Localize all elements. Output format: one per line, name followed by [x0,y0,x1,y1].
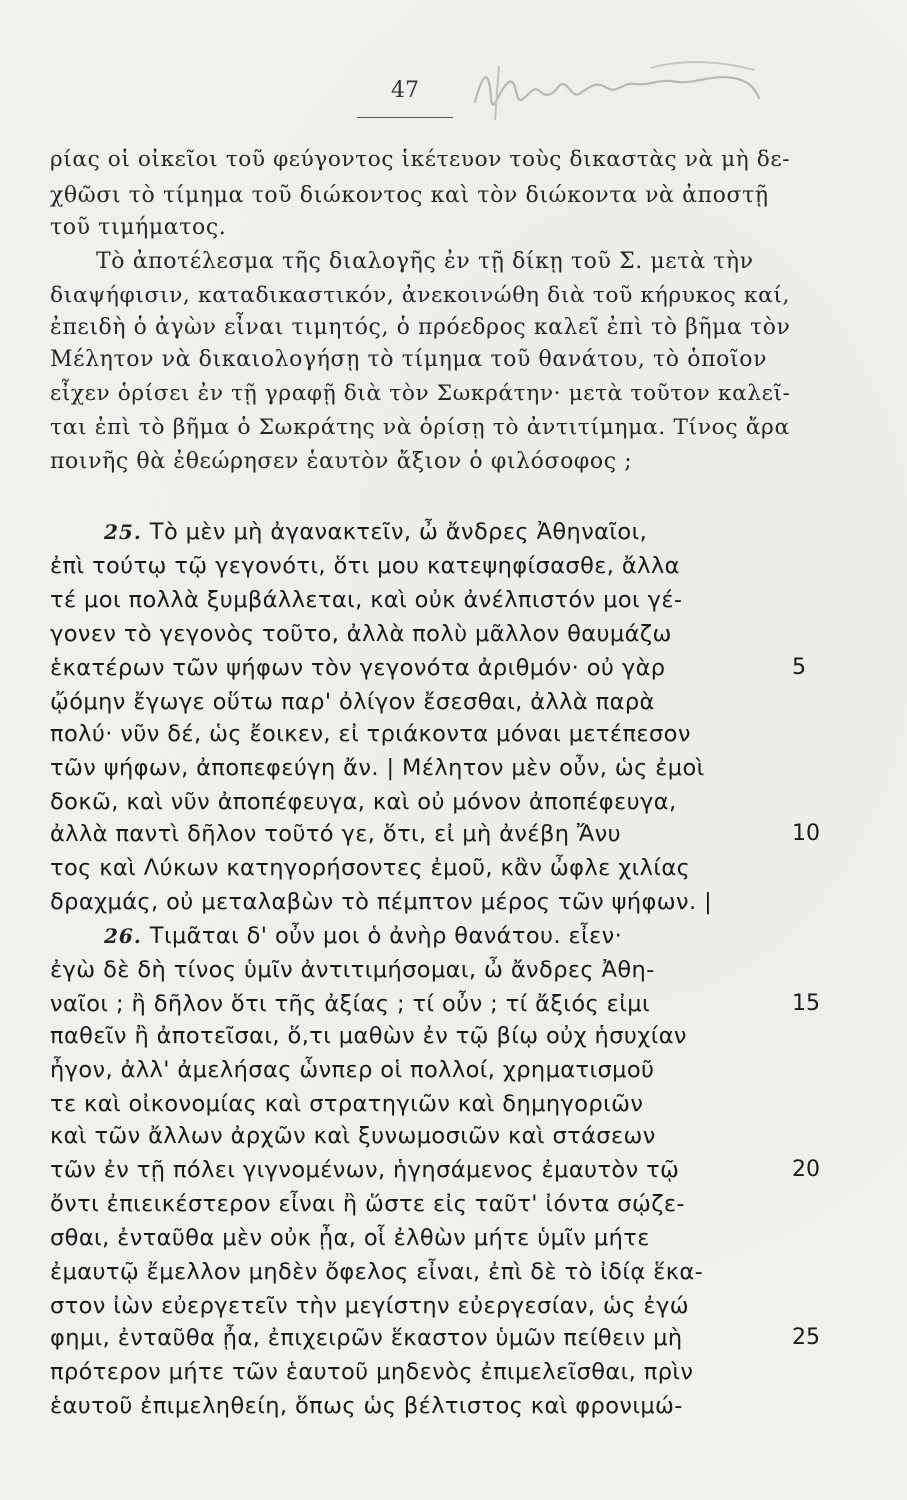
upper-text-line: ρίας οἱ οἰκεῖοι τοῦ φεύγοντος ἱκέτευον τοὺς δικαστὰς νὰ μὴ δε- [50,147,791,172]
upper-text-line: ἐπειδὴ ὁ ἀγὼν εἶναι τιμητός, ὁ πρόεδρος καλεῖ ἐπὶ τὸ βῆμα τὸν [50,315,791,340]
greek-text-line: ὄντι ἐπιεικέστερον εἶναι ἢ ὥστε εἰς ταῦτ' ἰόντα σῴζε- [50,1191,685,1217]
greek-text-line: τος καὶ Λύκων κατηγορήσοντες ἐμοῦ, κἂν ὦφλε χιλίας [50,855,691,881]
greek-text-line: ναῖοι ; ἢ δῆλον ὅτι τῆς ἀξίας ; τί οὖν ; τί ἄξιός εἰμι [50,991,650,1017]
greek-text-line: τε καὶ οἰκονομίας καὶ στρατηγιῶν καὶ δημηγοριῶν [50,1091,644,1117]
upper-text-line: ποινῆς θὰ ἐθεώρησεν ἑαυτὸν ἄξιον ὁ φιλόσοφος ; [50,449,633,474]
upper-text-line: διαψήφισιν, καταδικαστικόν, ἀνεκοινώθη διὰ τοῦ κήρυκος καί, [50,283,791,308]
greek-text-line: ἑκατέρων τῶν ψήφων τὸν γεγονότα ἀριθμόν· οὐ γὰρ [50,655,666,681]
upper-text-line: εἶχεν ὁρίσει ἐν τῇ γραφῇ διὰ τὸν Σωκράτην· μετὰ τοῦτον καλεῖ- [50,381,791,406]
section-number-26: 26. [104,924,142,948]
upper-text-line: Μέλητον νὰ δικαιολογήσῃ τὸ τίμημα τοῦ θανάτου, τὸ ὁποῖον [50,347,768,372]
greek-text-line: δραχμάς, οὐ μεταλαβὼν τὸ πέμπτον μέρος τῶν ψήφων. | [50,889,713,915]
greek-text-line: πρότερον μήτε τῶν ἑαυτοῦ μηδενὸς ἐπιμελεῖσθαι, πρὶν [50,1359,694,1385]
line-number: 20 [792,1157,820,1182]
greek-text-line: ᾤόμην ἔγωγε οὕτω παρ' ὀλίγον ἔσεσθαι, ἀλλὰ παρὰ [50,689,655,715]
page-number: 47 [391,78,419,103]
upper-text-line: Τὸ ἀποτέλεσμα τῆς διαλογῆς ἐν τῇ δίκῃ τοῦ Σ. μετὰ τὴν [96,249,754,274]
greek-text-line: ἦγον, ἀλλ' ἀμελήσας ὧνπερ οἱ πολλοί, χρηματισμοῦ [50,1057,655,1083]
greek-text-segment: Τιμᾶται δ' οὖν μοι ὁ ἀνὴρ θανάτου. εἶεν· [149,923,623,949]
greek-text-line: φημι, ἐνταῦθα ᾖα, ἐπιχειρῶν ἕκαστον ὑμῶν πείθειν μὴ [50,1325,683,1351]
upper-text-line: χθῶσι τὸ τίμημα τοῦ διώκοντος καὶ τὸν διώκοντα νὰ ἀποστῇ [50,183,769,208]
upper-text-line: ται ἐπὶ τὸ βῆμα ὁ Σωκράτης νὰ ὁρίσῃ τὸ ἀντιτίμημα. Τίνος ἄρα [50,415,790,440]
line-number: 10 [792,821,820,846]
greek-text-line: καὶ τῶν ἄλλων ἀρχῶν καὶ ξυνωμοσιῶν καὶ στάσεων [50,1123,656,1149]
greek-text-line: παθεῖν ἢ ἀποτεῖσαι, ὅ,τι μαθὼν ἐν τῷ βίῳ οὐχ ἡσυχίαν [50,1023,687,1049]
greek-text-line: δοκῶ, καὶ νῦν ἀποπέφευγα, καὶ οὐ μόνον ἀποπέφευγα, [50,789,677,815]
line-number: 25 [792,1325,820,1350]
greek-text-line: τῶν ἐν τῇ πόλει γιγνομένων, ἡγησάμενος ἐμαυτὸν τῷ [50,1157,680,1183]
line-number: 15 [792,991,820,1016]
greek-text-line: τῶν ψήφων, ἀποπεφεύγη ἄν. | Μέλητον μὲν οὖν, ὡς ἐμοὶ [50,755,705,781]
line-number: 5 [792,655,806,680]
greek-text-line [104,516,798,548]
greek-text-line: ἐγὼ δὲ δὴ τίνος ὑμῖν ἀντιτιμήσομαι, ὦ ἄνδρες Ἀθη- [50,957,655,983]
greek-text-line: ἀλλὰ παντὶ δῆλον τοῦτό γε, ὅτι, εἰ μὴ ἀνέβη Ἄνυ [50,821,622,847]
greek-text-line: ἐπὶ τούτῳ τῷ γεγονότι, ὅτι μου κατεψηφίσασθε, ἄλλα [50,553,680,579]
greek-text-line: γονεν τὸ γεγονὸς τοῦτο, ἀλλὰ πολὺ μᾶλλον θαυμάζω [50,621,672,647]
greek-text-line [104,920,798,952]
greek-text-line: πολύ· νῦν δέ, ὡς ἔοικεν, εἰ τριάκοντα μόναι μετέπεσον [50,721,691,747]
greek-text-line: στον ἰὼν εὐεργετεῖν τὴν μεγίστην εὐεργεσίαν, ὡς ἐγώ [50,1293,689,1319]
greek-text-line: ἐμαυτῷ ἔμελλον μηδὲν ὄφελος εἶναι, ἐπὶ δὲ τὸ ἰδίᾳ ἕκα- [50,1259,704,1285]
greek-text-segment: Τὸ μὲν μὴ ἀγανακτεῖν, ὦ ἄνδρες Ἀθηναῖοι, [149,519,648,545]
handwritten-signature [455,58,775,130]
section-number-25: 25. [104,520,142,544]
page-number-underline [357,117,453,118]
greek-text-line: τέ μοι πολλὰ ξυμβάλλεται, καὶ οὐκ ἀνέλπιστόν μοι γέ- [50,587,683,613]
greek-text-line: ἑαυτοῦ ἐπιμεληθείη, ὅπως ὡς βέλτιστος καὶ φρονιμώ- [50,1393,683,1419]
upper-text-line: τοῦ τιμήματος. [50,215,227,240]
greek-text-line: σθαι, ἐνταῦθα μὲν οὐκ ᾖα, οἷ ἐλθὼν μήτε ὑμῖν μήτε [50,1225,650,1251]
